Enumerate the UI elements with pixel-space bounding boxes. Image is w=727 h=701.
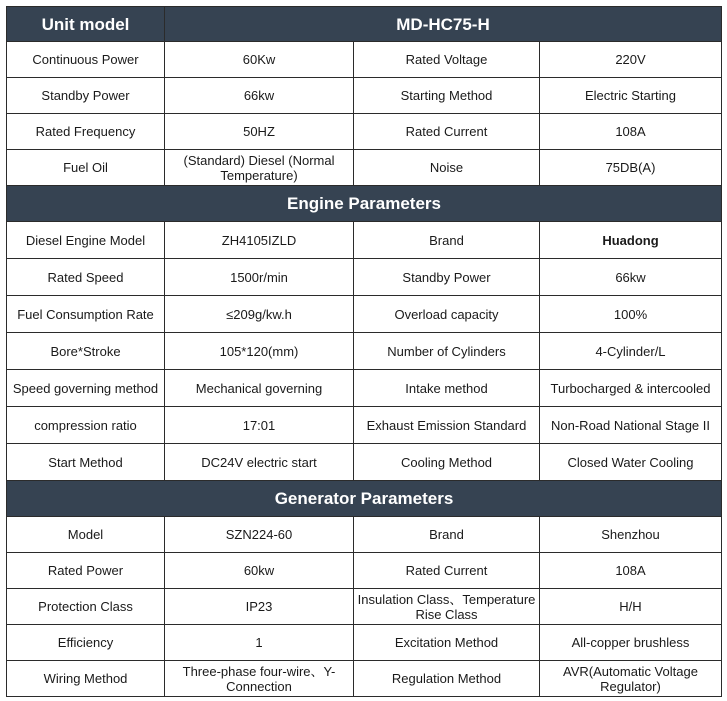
param-value: 1 [165, 625, 354, 661]
param-value: 66kw [540, 259, 722, 296]
table-row [7, 296, 722, 333]
param-name: Intake method [354, 370, 540, 407]
param-name: Starting Method [354, 78, 540, 114]
param-name: Continuous Power [7, 42, 165, 78]
param-name: Fuel Oil [7, 150, 165, 186]
param-name: Fuel Consumption Rate [7, 296, 165, 333]
param-name: Rated Power [7, 553, 165, 589]
table-row [7, 42, 722, 78]
param-value: 4-Cylinder/L [540, 333, 722, 370]
param-name: Rated Speed [7, 259, 165, 296]
param-name: Rated Frequency [7, 114, 165, 150]
engine-section-title: Engine Parameters [7, 186, 722, 222]
table-row [7, 333, 722, 370]
table-row [7, 661, 722, 697]
param-value: SZN224-60 [165, 517, 354, 553]
param-name: Speed governing method [7, 370, 165, 407]
generator-section-title: Generator Parameters [7, 481, 722, 517]
param-name: Start Method [7, 444, 165, 481]
param-value: ZH4105IZLD [165, 222, 354, 259]
generator-section-header-row [7, 481, 722, 517]
table-row [7, 444, 722, 481]
param-value: 60Kw [165, 42, 354, 78]
param-name: Brand [354, 222, 540, 259]
param-name: Regulation Method [354, 661, 540, 697]
param-value: 220V [540, 42, 722, 78]
table-row [7, 625, 722, 661]
param-value: Turbocharged & intercooled [540, 370, 722, 407]
param-value: 108A [540, 114, 722, 150]
param-name: Rated Current [354, 114, 540, 150]
spec-table [6, 6, 722, 697]
param-name: Wiring Method [7, 661, 165, 697]
param-name: Number of Cylinders [354, 333, 540, 370]
param-value: Closed Water Cooling [540, 444, 722, 481]
param-name: Rated Voltage [354, 42, 540, 78]
param-name: Rated Current [354, 553, 540, 589]
param-value: 66kw [165, 78, 354, 114]
param-name: Insulation Class、Temperature Rise Class [354, 589, 540, 625]
param-value: IP23 [165, 589, 354, 625]
param-value: DC24V electric start [165, 444, 354, 481]
param-value: 60kw [165, 553, 354, 589]
param-value: H/H [540, 589, 722, 625]
table-row [7, 407, 722, 444]
param-value: (Standard) Diesel (Normal Temperature) [165, 150, 354, 186]
param-value: All-copper brushless [540, 625, 722, 661]
table-row [7, 222, 722, 259]
param-name: Protection Class [7, 589, 165, 625]
table-row [7, 553, 722, 589]
param-name: Standby Power [354, 259, 540, 296]
engine-section-header-row [7, 186, 722, 222]
table-row [7, 114, 722, 150]
unit-model-value: MD-HC75-H [165, 7, 722, 42]
param-name: Brand [354, 517, 540, 553]
table-row [7, 150, 722, 186]
table-row [7, 370, 722, 407]
param-value: Three-phase four-wire、Y-Connection [165, 661, 354, 697]
param-name: Exhaust Emission Standard [354, 407, 540, 444]
param-value: 1500r/min [165, 259, 354, 296]
param-name: Bore*Stroke [7, 333, 165, 370]
param-value: Electric Starting [540, 78, 722, 114]
param-value: Huadong [540, 222, 722, 259]
param-value: Shenzhou [540, 517, 722, 553]
param-name: Diesel Engine Model [7, 222, 165, 259]
param-name: Standby Power [7, 78, 165, 114]
param-value: 108A [540, 553, 722, 589]
param-name: Cooling Method [354, 444, 540, 481]
param-value: AVR(Automatic Voltage Regulator) [540, 661, 722, 697]
table-row [7, 517, 722, 553]
table-row [7, 78, 722, 114]
param-name: Model [7, 517, 165, 553]
param-name: Efficiency [7, 625, 165, 661]
param-value: 75DB(A) [540, 150, 722, 186]
param-value: 105*120(mm) [165, 333, 354, 370]
unit-model-header-row [7, 7, 722, 42]
param-name: Overload capacity [354, 296, 540, 333]
param-value: Mechanical governing [165, 370, 354, 407]
table-row [7, 259, 722, 296]
param-name: Noise [354, 150, 540, 186]
param-value: 17:01 [165, 407, 354, 444]
param-value: 100% [540, 296, 722, 333]
param-value: Non-Road National Stage II [540, 407, 722, 444]
param-value: 50HZ [165, 114, 354, 150]
unit-model-label: Unit model [7, 7, 165, 42]
param-value: ≤209g/kw.h [165, 296, 354, 333]
param-name: compression ratio [7, 407, 165, 444]
table-row [7, 589, 722, 625]
param-name: Excitation Method [354, 625, 540, 661]
